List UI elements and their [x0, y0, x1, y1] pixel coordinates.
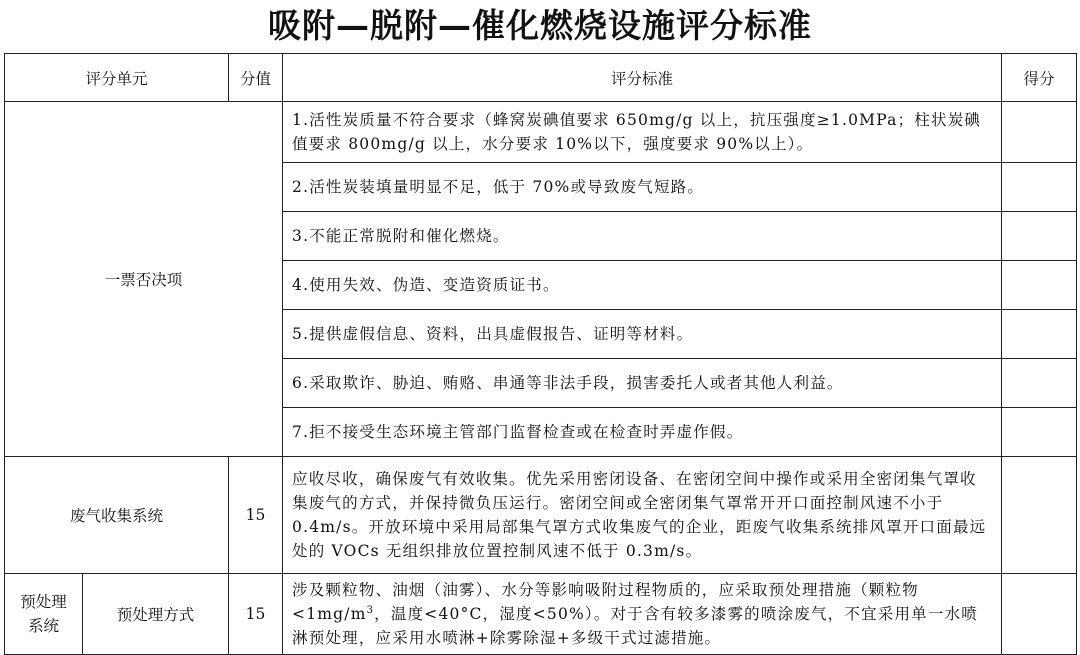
- score-input-cell[interactable]: [1002, 310, 1077, 359]
- pretreatment-group: 预处理系统: [5, 574, 83, 655]
- header-score-value: 分值: [229, 54, 283, 102]
- pretreatment-unit: 预处理方式: [83, 574, 229, 655]
- header-score: 得分: [1002, 54, 1077, 102]
- veto-item-3: 3.不能正常脱附和催化燃烧。: [283, 212, 1002, 261]
- veto-item-4: 4.使用失效、伪造、变造资质证书。: [283, 261, 1002, 310]
- score-input-cell[interactable]: [1002, 457, 1077, 574]
- header-unit: 评分单元: [5, 54, 229, 102]
- score-input-cell[interactable]: [1002, 574, 1077, 655]
- veto-unit-cell: 一票否决项: [5, 102, 283, 457]
- veto-item-7: 7.拒不接受生态环境主管部门监督检查或在检查时弄虚作假。: [283, 408, 1002, 457]
- gas-collection-standard: 应收尽收，确保废气有效收集。优先采用密闭设备、在密闭空间中操作或采用全密闭集气罩收集废气的方式，并保持微负压运行。密闭空间或全密闭集气罩常开开口面控制风速不小于 0.4m/s。开放环境中采用局部集气罩方式收集废气的企业，距废气收集系统排风罩开口面最远处的 VOCs 无组织排放位置控制风速不低于 0.3m/s。: [283, 457, 1002, 574]
- header-standard: 评分标准: [283, 54, 1002, 102]
- score-input-cell[interactable]: [1002, 212, 1077, 261]
- score-input-cell[interactable]: [1002, 359, 1077, 408]
- header-row: [5, 54, 1077, 102]
- score-input-cell[interactable]: [1002, 408, 1077, 457]
- score-input-cell[interactable]: [1002, 163, 1077, 212]
- table-row: [5, 457, 1077, 574]
- veto-item-5: 5.提供虚假信息、资料，出具虚假报告、证明等材料。: [283, 310, 1002, 359]
- table-row: [5, 574, 1077, 655]
- scoring-table: [4, 53, 1077, 655]
- veto-item-2: 2.活性炭装填量明显不足，低于 70%或导致废气短路。: [283, 163, 1002, 212]
- veto-item-6: 6.采取欺诈、胁迫、贿赂、串通等非法手段，损害委托人或者其他人利益。: [283, 359, 1002, 408]
- gas-collection-value: 15: [229, 457, 283, 574]
- pretreatment-standard: [283, 574, 1002, 655]
- score-input-cell[interactable]: [1002, 261, 1077, 310]
- page-title: 吸附—脱附—催化燃烧设施评分标准: [268, 6, 812, 45]
- pretreatment-text-a: 涉及颗粒物、油烟（油雾）、水分等影响吸附过程物质的，应采取预处理措施（颗粒物<1mg/m: [292, 581, 919, 623]
- score-input-cell[interactable]: [1002, 102, 1077, 163]
- gas-collection-unit: 废气收集系统: [5, 457, 229, 574]
- pretreatment-value: 15: [229, 574, 283, 655]
- pretreatment-superscript: 3: [366, 604, 375, 616]
- table-row: [5, 102, 1077, 163]
- pretreatment-text-b: ，温度<40°C，湿度<50%）。对于含有较多漆雾的喷涂废气，不宜采用单一水喷淋预处理，应采用水喷淋+除雾除湿+多级干式过滤措施。: [292, 605, 978, 647]
- veto-item-1: 1.活性炭质量不符合要求（蜂窝炭碘值要求 650mg/g 以上，抗压强度≥1.0MPa；柱状炭碘值要求 800mg/g 以上，水分要求 10%以下，强度要求 90%以上）。: [283, 102, 1002, 163]
